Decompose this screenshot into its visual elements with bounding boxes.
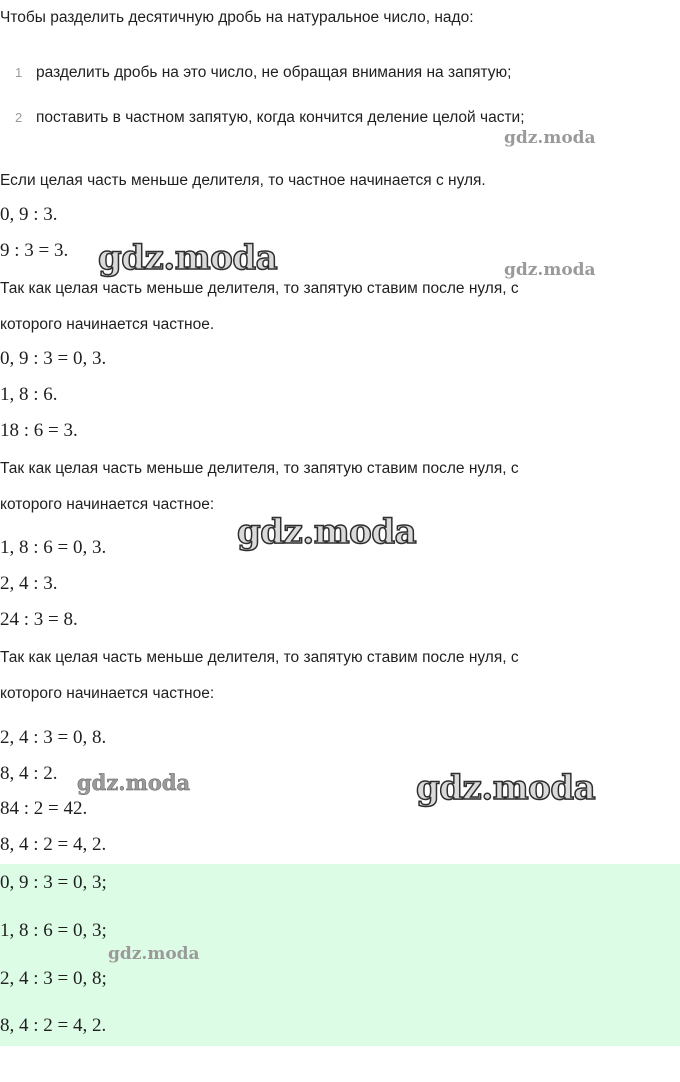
math-line: 8, 4 : 2. xyxy=(0,763,58,784)
watermark: gdz.moda xyxy=(504,260,596,280)
math-line: 8, 4 : 2 = 4, 2. xyxy=(0,834,107,855)
math-line: 18 : 6 = 3. xyxy=(0,420,78,441)
watermark: gdz.moda xyxy=(98,238,278,278)
step-text: разделить дробь на это число, не обращая внимания на запятую; xyxy=(36,64,512,81)
math-line: 0, 9 : 3. xyxy=(0,204,58,225)
math-line: 0, 9 : 3 = 0, 3. xyxy=(0,348,107,369)
answer-line: 8, 4 : 2 = 4, 2. xyxy=(0,1015,107,1036)
note-text: которого начинается частное: xyxy=(0,496,215,513)
watermark: gdz.moda xyxy=(416,768,596,808)
math-line: 84 : 2 = 42. xyxy=(0,798,88,819)
note-text: Так как целая часть меньше делителя, то запятую ставим после нуля, с xyxy=(0,280,519,297)
step-text: поставить в частном запятую, когда кончится деление целой части; xyxy=(36,109,525,126)
rule-text: Если целая часть меньше делителя, то частное начинается с нуля. xyxy=(0,172,486,189)
answer-line: 2, 4 : 3 = 0, 8; xyxy=(0,968,107,989)
math-line: 1, 8 : 6 = 0, 3. xyxy=(0,537,107,558)
note-text: которого начинается частное: xyxy=(0,685,215,702)
step-number: 1 xyxy=(15,65,23,80)
watermark: gdz.moda xyxy=(108,944,200,964)
note-text: Так как целая часть меньше делителя, то запятую ставим после нуля, с xyxy=(0,460,519,477)
step-number: 2 xyxy=(15,110,23,125)
watermark: gdz.moda xyxy=(77,770,191,795)
answer-line: 0, 9 : 3 = 0, 3; xyxy=(0,872,107,893)
watermark: gdz.moda xyxy=(504,128,596,148)
math-line: 2, 4 : 3. xyxy=(0,573,58,594)
note-text: Так как целая часть меньше делителя, то запятую ставим после нуля, с xyxy=(0,649,519,666)
math-line: 24 : 3 = 8. xyxy=(0,609,78,630)
math-line: 9 : 3 = 3. xyxy=(0,240,69,261)
math-line: 2, 4 : 3 = 0, 8. xyxy=(0,727,107,748)
intro-text: Чтобы разделить десятичную дробь на натуральное число, надо: xyxy=(0,9,474,26)
note-text: которого начинается частное. xyxy=(0,316,215,333)
math-line: 1, 8 : 6. xyxy=(0,384,58,405)
answer-line: 1, 8 : 6 = 0, 3; xyxy=(0,920,107,941)
watermark: gdz.moda xyxy=(237,512,417,552)
